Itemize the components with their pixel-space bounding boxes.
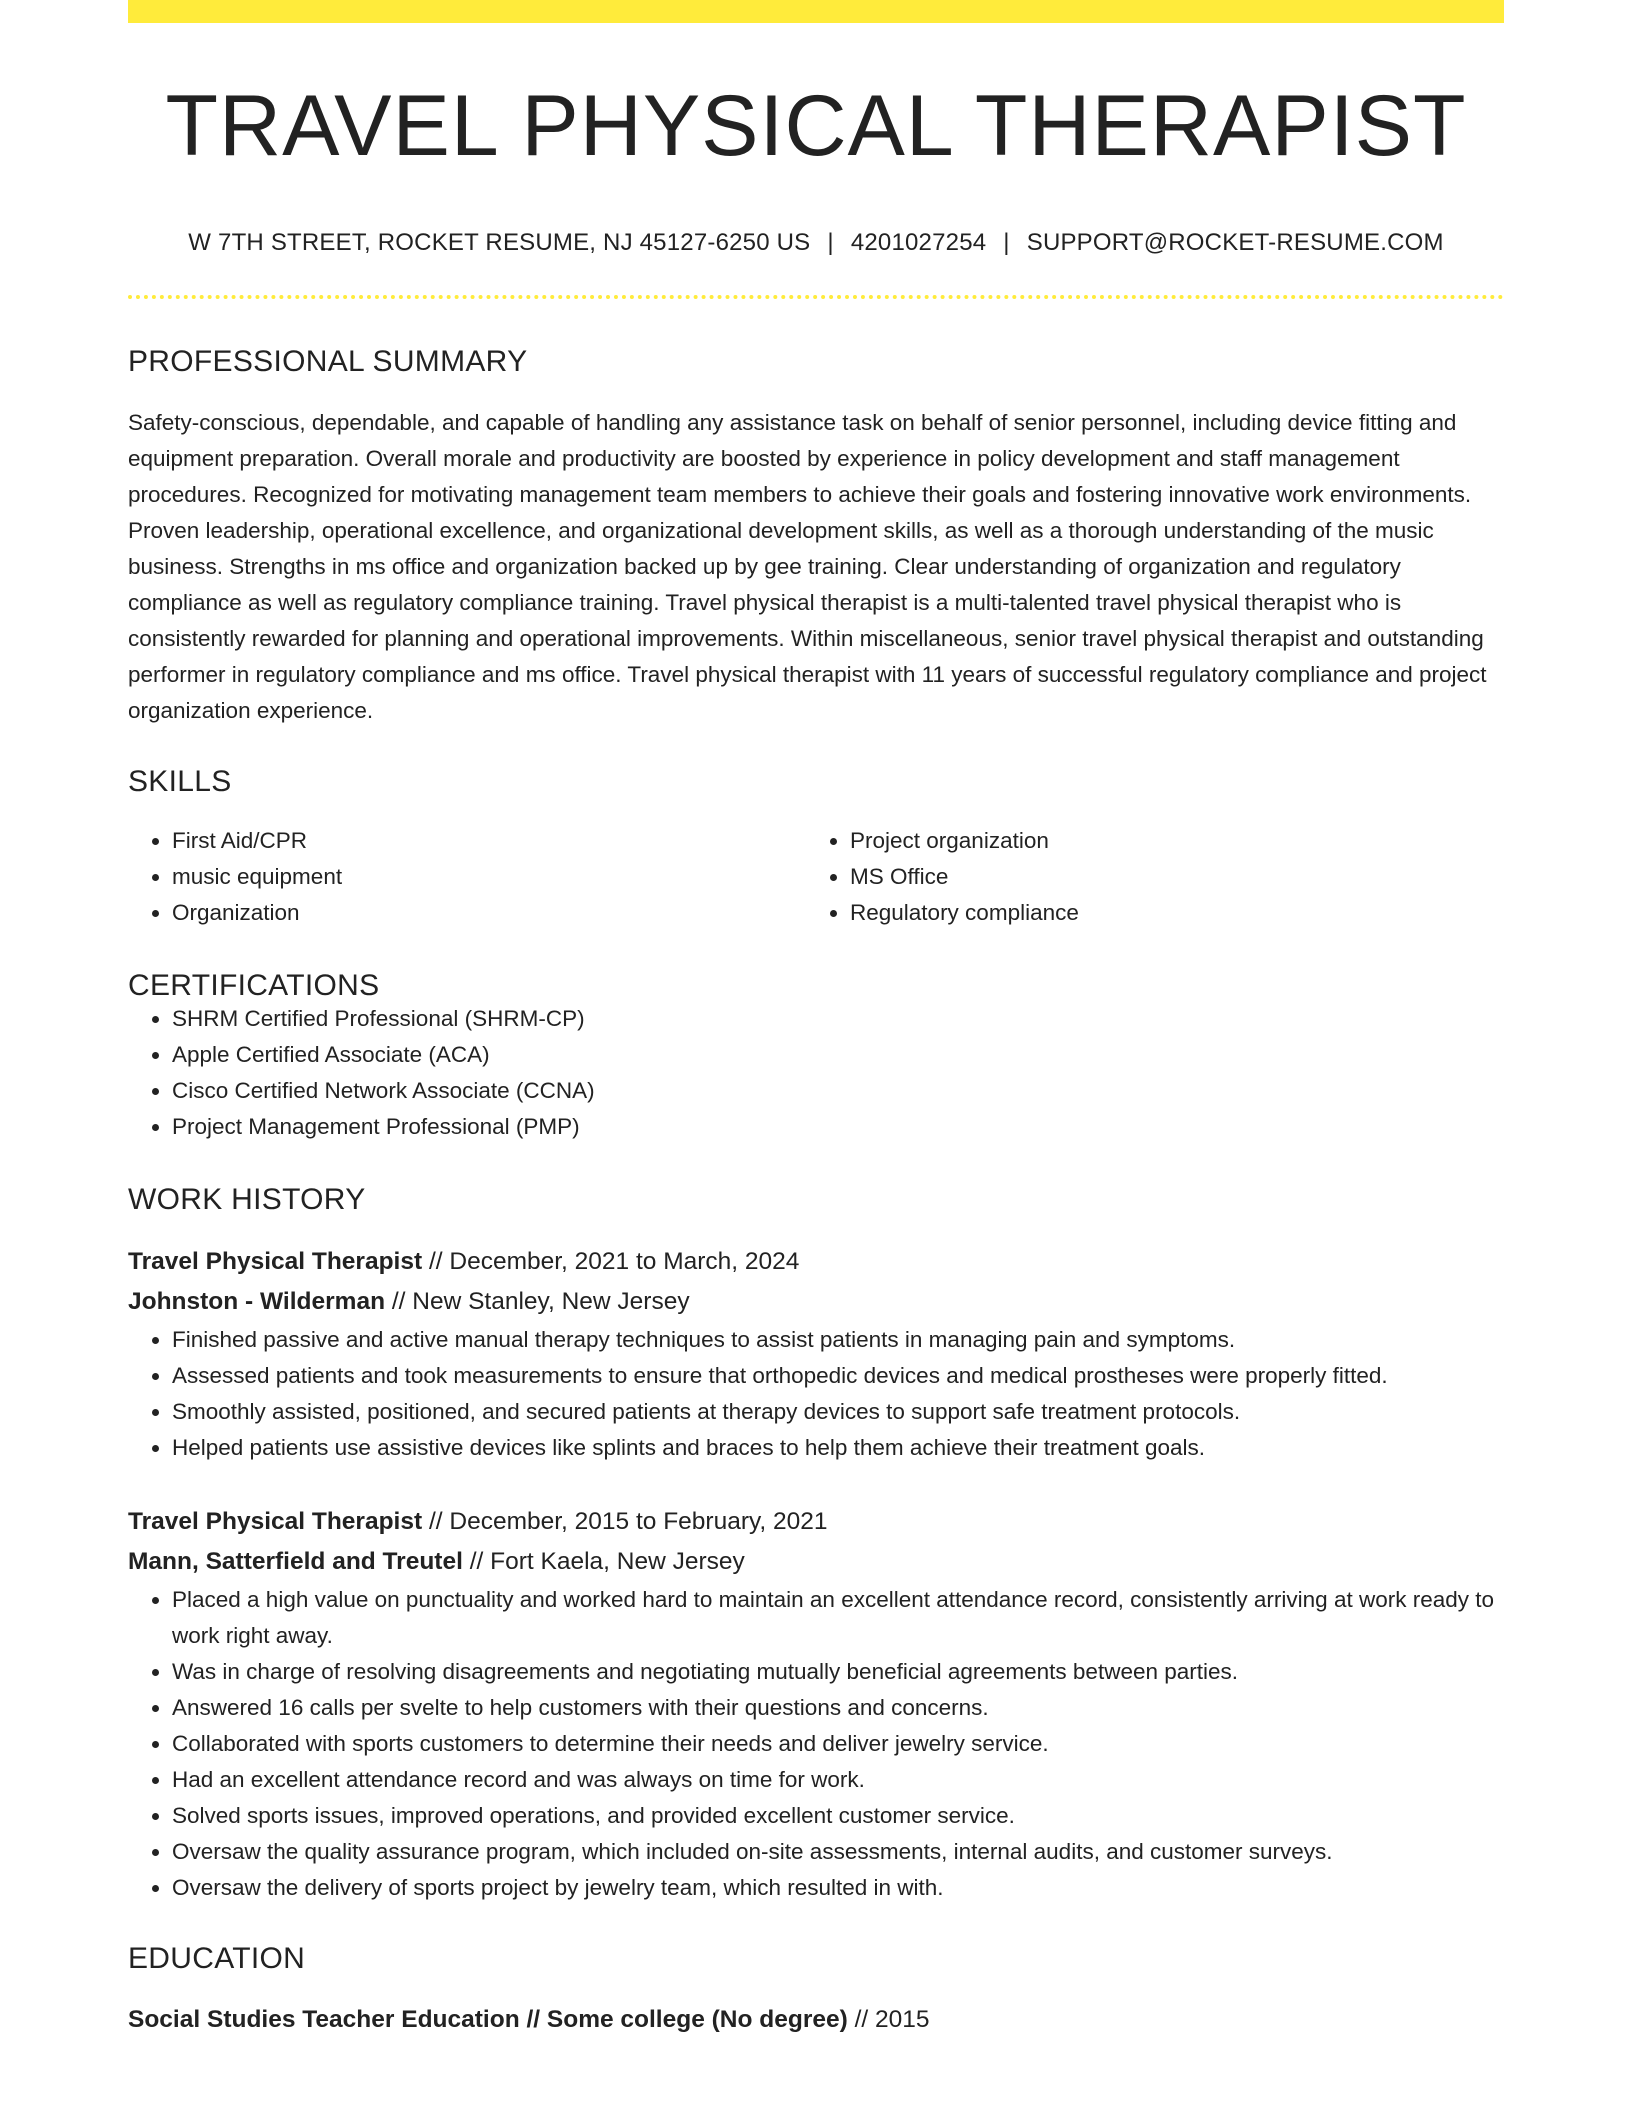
job-entry — [128, 1242, 1504, 1466]
candidate-name: TRAVEL PHYSICAL THERAPIST — [165, 78, 1467, 174]
skill-item: • First Aid/CPR — [172, 823, 806, 859]
phone: 4201027254 — [850, 229, 987, 256]
job-entry — [128, 1502, 1504, 1906]
education-entry — [128, 2000, 1504, 2040]
job-duties — [128, 1322, 1504, 1466]
job-location: // New Stanley, New Jersey — [385, 1288, 690, 1315]
work-history-heading: WORK HISTORY — [128, 1183, 366, 1216]
job-role: Travel Physical Therapist — [128, 1508, 423, 1535]
accent-bar — [128, 0, 1504, 23]
duty-item: • Oversaw the quality assurance program, which included on-site assessments, internal audits, and customer surveys. — [172, 1834, 1504, 1870]
job-company-line — [128, 1282, 1504, 1322]
skills-column-left — [128, 823, 806, 931]
certification-item: • Project Management Professional (PMP) — [172, 1109, 1504, 1145]
education-degree: Social Studies Teacher Education // Some college (No degree) — [128, 2006, 848, 2033]
duty-item: • Was in charge of resolving disagreements and negotiating mutually beneficial agreements between parties. — [172, 1654, 1504, 1690]
duty-item: • Helped patients use assistive devices like splints and braces to help them achieve their treatment goals. — [172, 1430, 1504, 1466]
separator: | — [1003, 229, 1010, 256]
skills-column-right — [806, 823, 1484, 931]
dotted-divider — [128, 295, 1504, 299]
skill-item: • Project organization — [850, 823, 1484, 859]
duty-item: • Placed a high value on punctuality and worked hard to maintain an excellent attendance record, consistently arriving at work ready to work right away. — [172, 1582, 1504, 1654]
job-title-line — [128, 1502, 1504, 1542]
skill-item: • Regulatory compliance — [850, 895, 1484, 931]
resume-page — [128, 0, 1504, 2040]
skill-item: • music equipment — [172, 859, 806, 895]
duty-item: • Had an excellent attendance record and was always on time for work. — [172, 1762, 1504, 1798]
email: SUPPORT@ROCKET-RESUME.COM — [1026, 229, 1444, 256]
job-location: // Fort Kaela, New Jersey — [462, 1548, 745, 1575]
duty-item: • Solved sports issues, improved operations, and provided excellent customer service. — [172, 1798, 1504, 1834]
skills-heading: SKILLS — [128, 765, 232, 798]
job-dates: // December, 2015 to February, 2021 — [422, 1508, 828, 1535]
skills-list — [128, 823, 1504, 931]
duty-item: • Answered 16 calls per svelte to help customers with their questions and concerns. — [172, 1690, 1504, 1726]
duty-item: • Finished passive and active manual therapy techniques to assist patients in managing pain and symptoms. — [172, 1322, 1504, 1358]
skill-item: • MS Office — [850, 859, 1484, 895]
certification-item: • SHRM Certified Professional (SHRM-CP) — [172, 1001, 1504, 1037]
certification-item: • Cisco Certified Network Associate (CCNA) — [172, 1073, 1504, 1109]
job-company: Johnston - Wilderman — [128, 1288, 386, 1315]
skill-item: • Organization — [172, 895, 806, 931]
duty-item: • Collaborated with sports customers to determine their needs and deliver jewelry service. — [172, 1726, 1504, 1762]
certification-item: • Apple Certified Associate (ACA) — [172, 1037, 1504, 1073]
job-company-line — [128, 1542, 1504, 1582]
job-duties — [128, 1582, 1504, 1906]
summary-text: Safety-conscious, dependable, and capable of handling any assistance task on behalf of senior personnel, including device fitting and equipment preparation. Overall morale and productivity are boosted by experience in policy development and staff management procedures. Recognized for motivating management team members to achieve their goals and fostering innovative work environments. Proven leadership, operational excellence, and organizational development skills, as well as a thorough understanding of the music business. Strengths in ms office and organization backed up by gee training. Clear understanding of organization and regulatory compliance as well as regulatory compliance training. Travel physical therapist is a multi-talented travel physical therapist who is consistently rewarded for planning and operational improvements. Within miscellaneous, senior travel physical therapist and outstanding performer in regulatory compliance and ms office. Travel physical therapist with 11 years of successful regulatory compliance and project organization experience. — [128, 410, 1487, 723]
certifications-list — [128, 1001, 1504, 1145]
education-heading: EDUCATION — [128, 1942, 306, 1975]
duty-item: • Oversaw the delivery of sports project by jewelry team, which resulted in with. — [172, 1870, 1504, 1906]
duty-item: • Smoothly assisted, positioned, and secured patients at therapy devices to support safe treatment protocols. — [172, 1394, 1504, 1430]
job-dates: // December, 2021 to March, 2024 — [422, 1248, 800, 1275]
address: W 7TH STREET, ROCKET RESUME, NJ 45127-6250 US — [188, 229, 811, 256]
summary-heading: PROFESSIONAL SUMMARY — [128, 345, 528, 378]
job-role: Travel Physical Therapist — [128, 1248, 423, 1275]
certifications-heading: CERTIFICATIONS — [128, 969, 380, 1002]
contact-line — [128, 231, 1504, 255]
job-company: Mann, Satterfield and Treutel — [128, 1548, 463, 1575]
duty-item: • Assessed patients and took measurements to ensure that orthopedic devices and medical prostheses were properly fitted. — [172, 1358, 1504, 1394]
education-year: // 2015 — [847, 2006, 930, 2033]
separator: | — [827, 229, 834, 256]
job-title-line — [128, 1242, 1504, 1282]
